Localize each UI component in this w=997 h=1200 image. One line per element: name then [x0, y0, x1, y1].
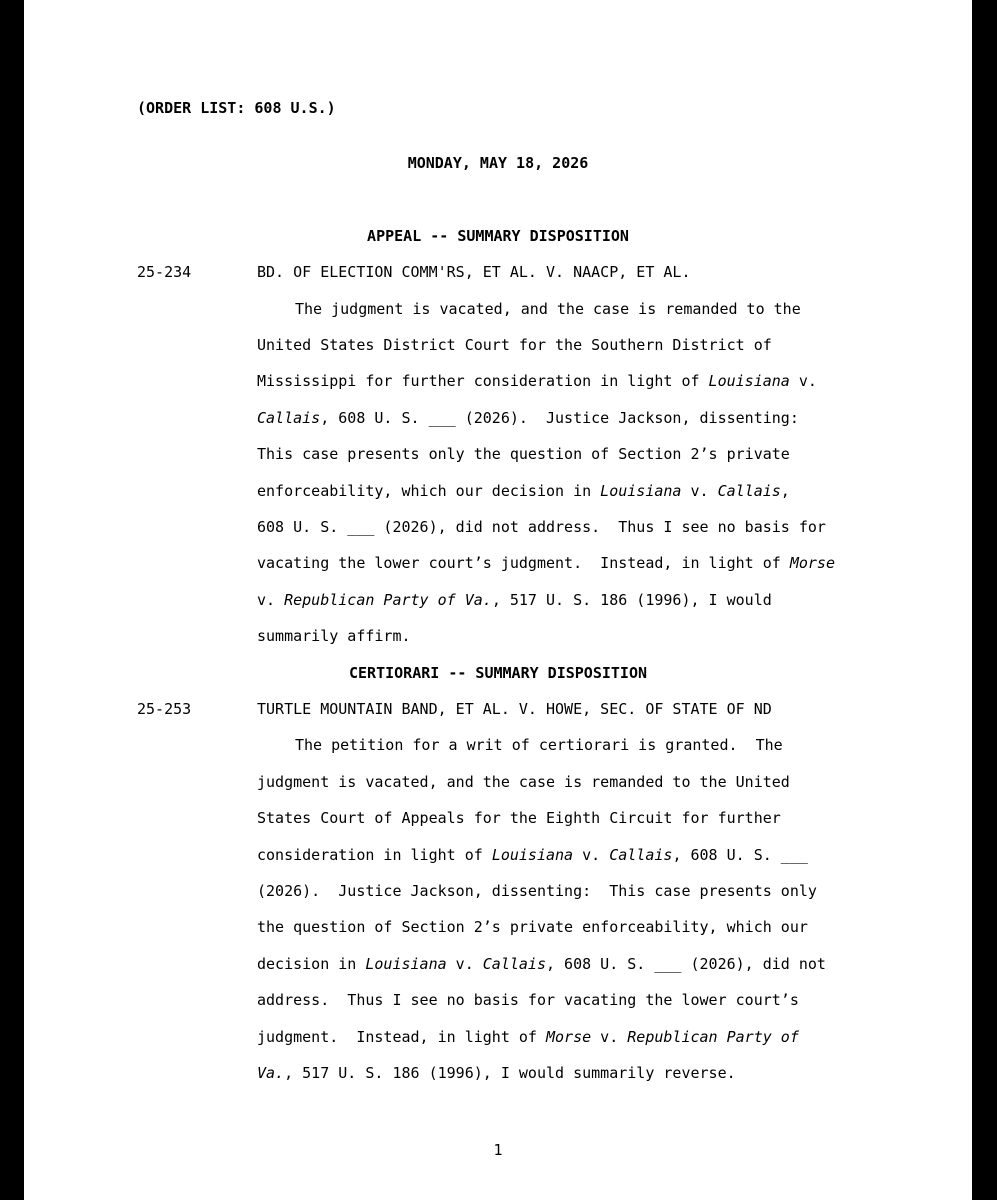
case-title: BD. OF ELECTION COMM'RS, ET AL. V. NAACP, ET AL.: [257, 263, 691, 281]
text-line: 608 U. S. ___ (2026), did not address. Thus I see no basis for: [257, 518, 826, 536]
text-line: The judgment is vacated, and the case is remanded to the: [295, 300, 801, 318]
order-list-header: (ORDER LIST: 608 U.S.): [137, 99, 336, 117]
text-line: judgment. Instead, in light of Morse v. Republican Party of: [257, 1028, 799, 1046]
section-heading-certiorari: CERTIORARI -- SUMMARY DISPOSITION: [348, 664, 647, 682]
text-line: address. Thus I see no basis for vacating the lower court’s: [257, 991, 799, 1009]
text-line: vacating the lower court’s judgment. Instead, in light of Morse: [257, 554, 835, 572]
page-number: 1: [493, 1141, 503, 1159]
text-line: Va., 517 U. S. 186 (1996), I would summarily reverse.: [257, 1064, 736, 1082]
text-line: v. Republican Party of Va., 517 U. S. 186 (1996), I would: [257, 591, 772, 609]
text-line: Callais, 608 U. S. ___ (2026). Justice Jackson, dissenting:: [257, 409, 799, 427]
text-line: Mississippi for further consideration in light of Louisiana v.: [257, 372, 817, 390]
text-line: United States District Court for the Southern District of: [257, 336, 772, 354]
text-line: judgment is vacated, and the case is remanded to the United: [257, 773, 790, 791]
docket-number: 25-234: [137, 263, 192, 281]
text-line: summarily affirm.: [257, 627, 411, 645]
document-page: [24, 0, 972, 1200]
text-line: The petition for a writ of certiorari is granted. The: [295, 736, 783, 754]
text-line: enforceability, which our decision in Louisiana v. Callais,: [257, 482, 790, 500]
docket-number: 25-253: [137, 700, 192, 718]
text-line: consideration in light of Louisiana v. Callais, 608 U. S. ___: [257, 846, 808, 864]
order-date: MONDAY, MAY 18, 2026: [407, 154, 589, 172]
text-line: (2026). Justice Jackson, dissenting: This case presents only: [257, 882, 817, 900]
text-line: the question of Section 2’s private enforceability, which our: [257, 918, 808, 936]
text-line: This case presents only the question of Section 2’s private: [257, 445, 790, 463]
text-line: States Court of Appeals for the Eighth Circuit for further: [257, 809, 781, 827]
case-title: TURTLE MOUNTAIN BAND, ET AL. V. HOWE, SEC. OF STATE OF ND: [257, 700, 772, 718]
section-heading-appeal: APPEAL -- SUMMARY DISPOSITION: [367, 227, 629, 245]
text-line: decision in Louisiana v. Callais, 608 U. S. ___ (2026), did not: [257, 955, 826, 973]
